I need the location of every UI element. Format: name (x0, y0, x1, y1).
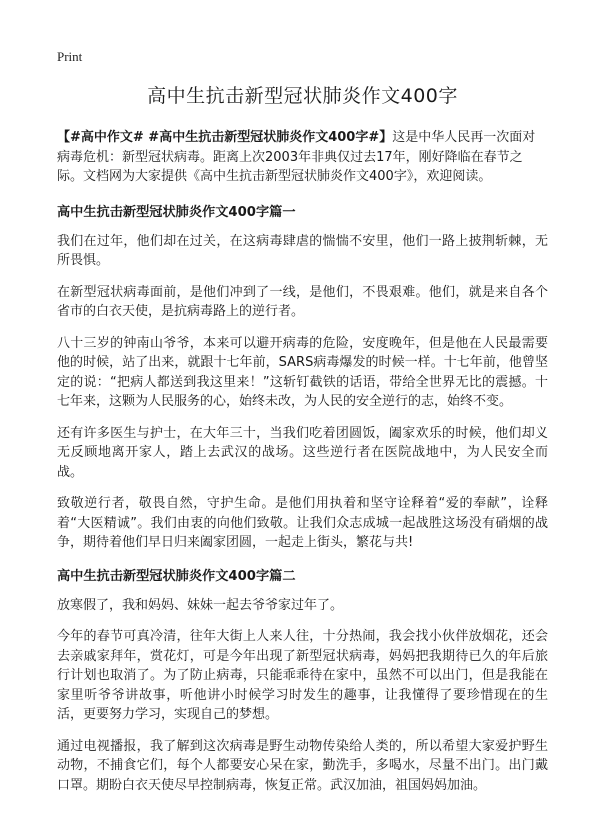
body-paragraph: 放寒假了，我和妈妈、妹妹一起去爷爷家过年了。 (57, 597, 344, 613)
intro-tagline: 【#高中作文# #高中生抗击新型冠状肺炎作文400字#】 (57, 130, 393, 145)
body-paragraph: 致敬逆行者，敬畏自然，守护生命。是他们用执着和坚守诠释着“爱的奉献”，诠释着“大医精诚”。我们由衷的向他们致敬。让我们众志成城一起战胜这场没有硝烟的战争，期待着他们早日归来阖家团圆，一起走上街头，繁花与共! (57, 496, 548, 550)
intro-text: 这是中华人民再一次面对病毒危机：新型冠状病毒。距离上次2003年非典仅过去17年，刚好降临在春节之际。文档网为大家提供《高中生抗击新型冠状肺炎作文400字》，欢迎阅读。 (57, 130, 536, 184)
page-title: 高中生抗击新型冠状肺炎作文400字 (147, 85, 458, 107)
section-heading: 高中生抗击新型冠状肺炎作文400字篇二 (57, 568, 296, 584)
section-1 (57, 201, 548, 553)
body-paragraph: 通过电视播报，我了解到这次病毒是野生动物传染给人类的，所以希望大家爱护野生动物，不捕食它们，每个人都要安心呆在家，勤洗手，多喝水，尽量不出门。出门戴口罩。期盼白衣天使尽早控制病毒，恢复正常。武汉加油，祖国妈妈加油。 (57, 738, 548, 793)
body-paragraph: 今年的春节可真冷清，往年大街上人来人往，十分热闹，我会找小伙伴放烟花，还会去亲戚家拜年，赏花灯，可是今年出现了新型冠状病毒，妈妈把我期待已久的年后旅行计划也取消了。为了防止病毒，只能乖乖待在家中，虽然不可以出门，但是我能在家里听爷爷讲故事，听他讲小时候学习时发生的趣事，让我懂得了要珍惜现在的生活，更要努力学习，实现自己的梦想。 (57, 629, 548, 722)
body-paragraph: 在新型冠状病毒面前，是他们冲到了一线，是他们，不畏艰难。他们，就是来自各个省市的白衣天使，是抗病毒路上的逆行者。 (57, 284, 548, 319)
body-paragraph: 还有许多医生与护士，在大年三十，当我们吃着团圆饭，阖家欢乐的时候，他们却义无反顾地离开家人，踏上去武汉的战场。这些逆行者在医院战地中，为人民安全而战。 (57, 425, 548, 480)
intro-paragraph (57, 128, 548, 187)
body-paragraph: 八十三岁的钟南山爷爷，本来可以避开病毒的危险，安度晚年，但是他在人民最需要他的时候，站了出来，就跟十七年前，SARS病毒爆发的时候一样。十七年前，他曾坚定的说：“把病人都送到我这里来！”这斩钉截铁的话语，带给全世界无比的震撼。十七年来，这颗为人民服务的心，始终未改，为人民的安全逆行的志，始终不变。 (57, 335, 548, 409)
print-link[interactable]: Print (57, 49, 83, 64)
section-2 (57, 565, 548, 796)
body-paragraph: 我们在过年，他们却在过关，在这病毒肆虐的惴惴不安里，他们一路上披荆斩棘，无所畏惧。 (57, 233, 548, 268)
section-heading: 高中生抗击新型冠状肺炎作文400字篇一 (57, 204, 296, 220)
